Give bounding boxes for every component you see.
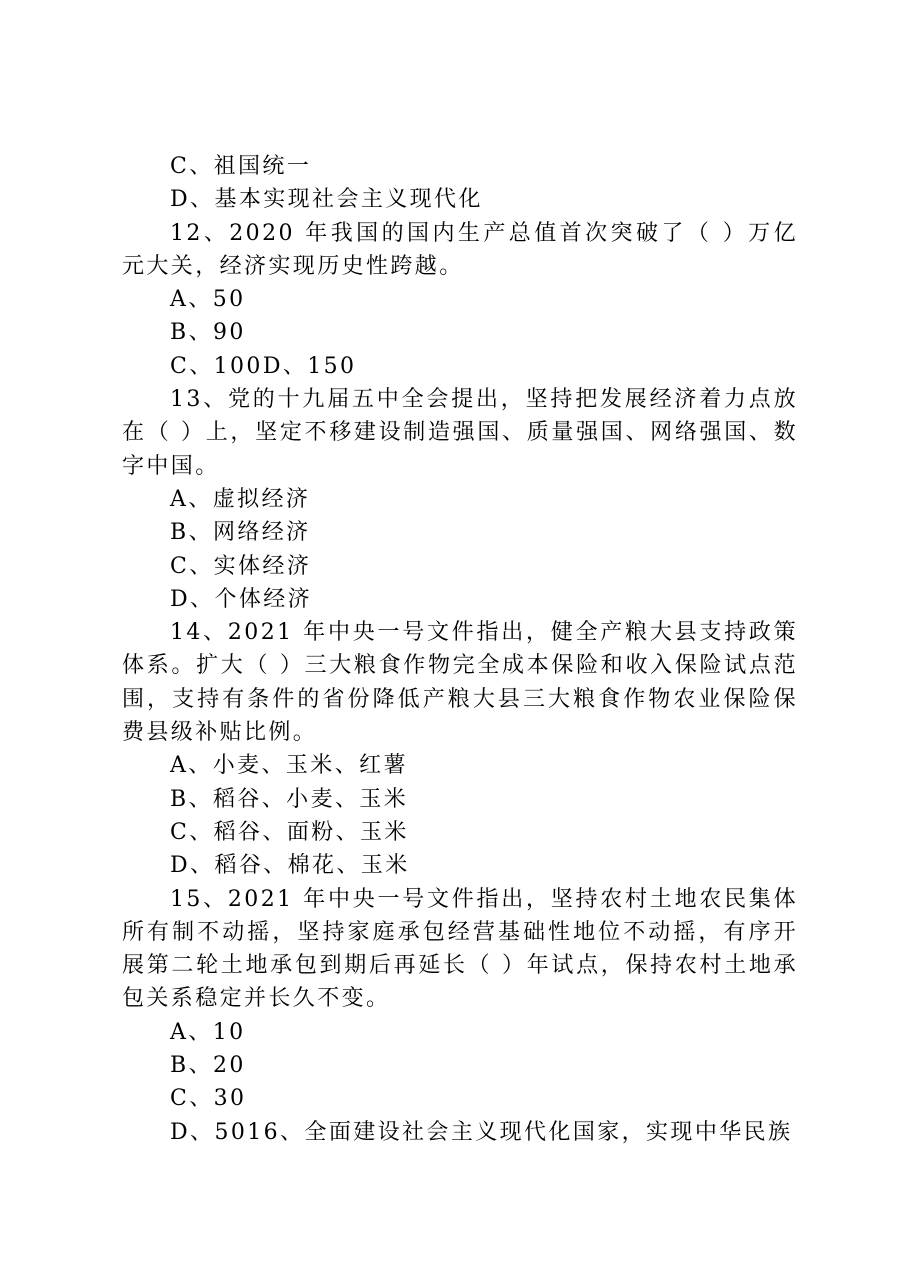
option-line: C、100D、150	[170, 353, 357, 379]
option-line: B、网络经济	[170, 520, 311, 546]
option-line: D、基本实现社会主义现代化	[170, 187, 483, 213]
option-line: C、30	[170, 1086, 247, 1112]
option-line: B、90	[170, 320, 246, 346]
option-line: A、虚拟经济	[170, 486, 311, 512]
question-13: 13、党的十九届五中全会提出，坚持把发展经济着力点放在（ ）上，坚定不移建设制造强国、质量强国、网络强国、数字中国。	[122, 387, 798, 479]
option-line: A、10	[170, 1019, 246, 1045]
document-body	[122, 150, 798, 1149]
option-line: A、50	[170, 287, 246, 313]
option-line: C、稻谷、面粉、玉米	[170, 819, 409, 845]
option-line: B、稻谷、小麦、玉米	[170, 786, 409, 812]
option-line: D、稻谷、棉花、玉米	[170, 853, 410, 879]
option-line: D、5016、全面建设社会主义现代化国家，实现中华民族	[170, 1119, 793, 1145]
option-line: C、实体经济	[170, 553, 312, 579]
question-14: 14、2021 年中央一号文件指出，健全产粮大县支持政策体系。扩大（ ）三大粮食作物完全成本保险和收入保险试点范围，支持有条件的省份降低产粮大县三大粮食作物农业保险保费县级补贴比例。	[122, 620, 798, 746]
option-line: A、小麦、玉米、红薯	[170, 753, 408, 779]
option-line: D、个体经济	[170, 586, 313, 612]
question-12: 12、2020 年我国的国内生产总值首次突破了（ ）万亿元大关，经济实现历史性跨越。	[122, 220, 798, 279]
option-line: B、20	[170, 1053, 246, 1079]
question-15: 15、2021 年中央一号文件指出，坚持农村土地农民集体所有制不动摇，坚持家庭承包经营基础性地位不动摇，有序开展第二轮土地承包到期后再延长（ ）年试点，保持农村土地承包关系稳定并长久不变。	[122, 886, 798, 1012]
option-line: C、祖国统一	[170, 154, 312, 179]
